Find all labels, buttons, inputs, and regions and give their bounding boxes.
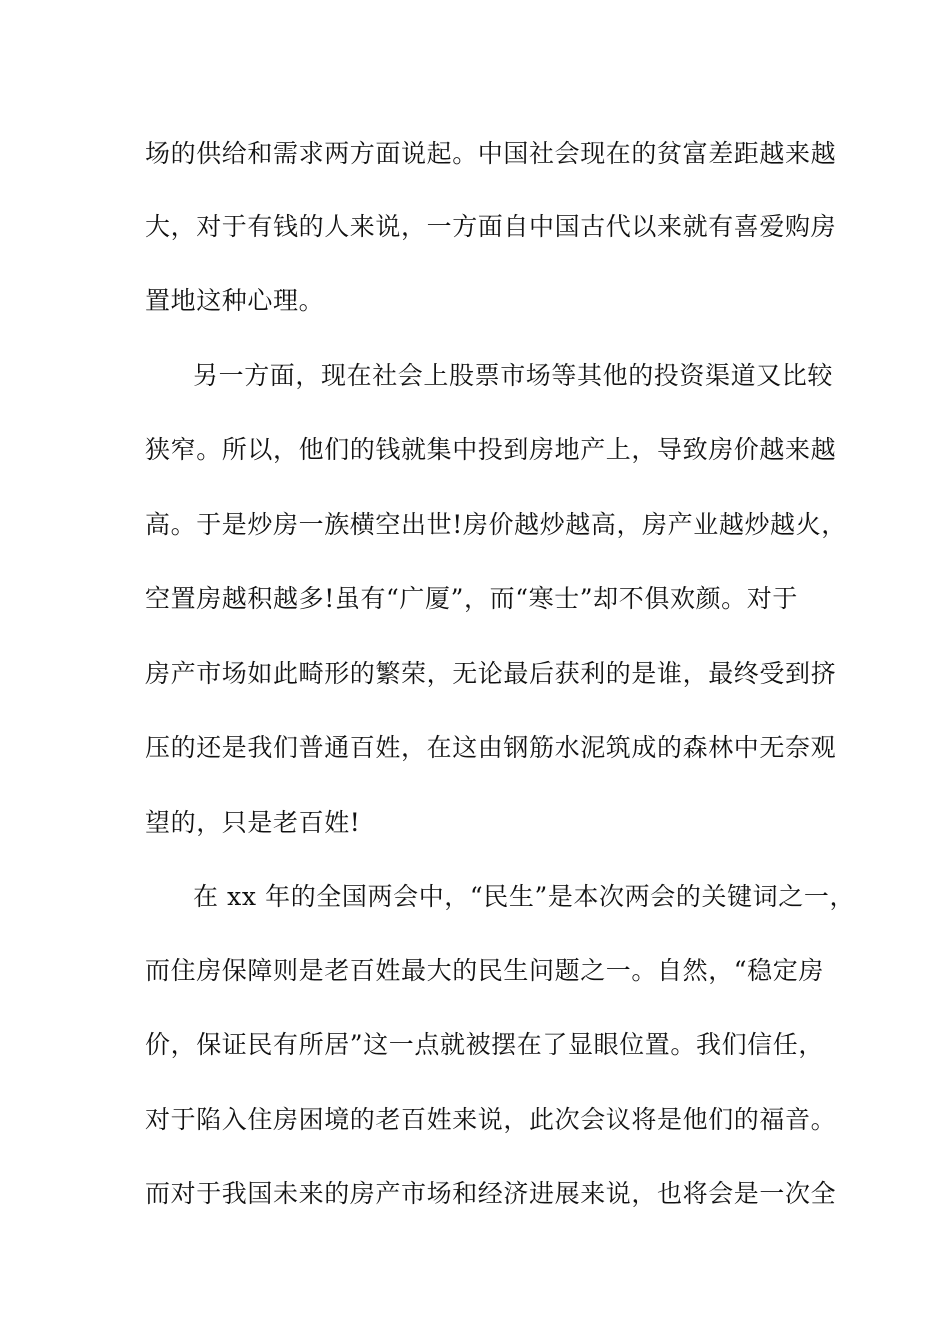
text-line: 空置房越积越多!虽有“广厦”，而“寒士”却不俱欢颜。对于: [145, 584, 798, 613]
paragraph-first-line: 在 xx 年的全国两会中，“民生”是本次两会的关键词之一，: [193, 882, 856, 911]
text-line: 置地这种心理。: [145, 286, 325, 315]
text-line: 狭窄。所以，他们的钱就集中投到房地产上，导致房价越来越: [145, 435, 837, 464]
text-line: 压的还是我们普通百姓，在这由钢筋水泥筑成的森林中无奈观: [145, 733, 837, 762]
text-line: 场的供给和需求两方面说起。中国社会现在的贫富差距越来越: [145, 139, 837, 168]
text-line: 价，保证民有所居”这一点就被摆在了显眼位置。我们信任，: [145, 1030, 824, 1059]
text-line: 高。于是炒房一族横空出世!房价越炒越高，房产业越炒越火，: [145, 510, 847, 539]
paragraph-first-line: 另一方面，现在社会上股票市场等其他的投资渠道又比较: [193, 361, 834, 390]
text-line: 望的，只是老百姓!: [145, 808, 361, 837]
text-line: 大，对于有钱的人来说，一方面自中国古代以来就有喜爱购房: [145, 212, 837, 241]
text-line: 而住房保障则是老百姓最大的民生问题之一。自然，“稳定房: [145, 956, 824, 985]
text-line: 而对于我国未来的房产市场和经济进展来说，也将会是一次全: [145, 1179, 837, 1208]
text-line: 对于陷入住房困境的老百姓来说，此次会议将是他们的福音。: [145, 1105, 837, 1134]
text-line: 房产市场如此畸形的繁荣，无论最后获利的是谁，最终受到挤: [145, 659, 837, 688]
